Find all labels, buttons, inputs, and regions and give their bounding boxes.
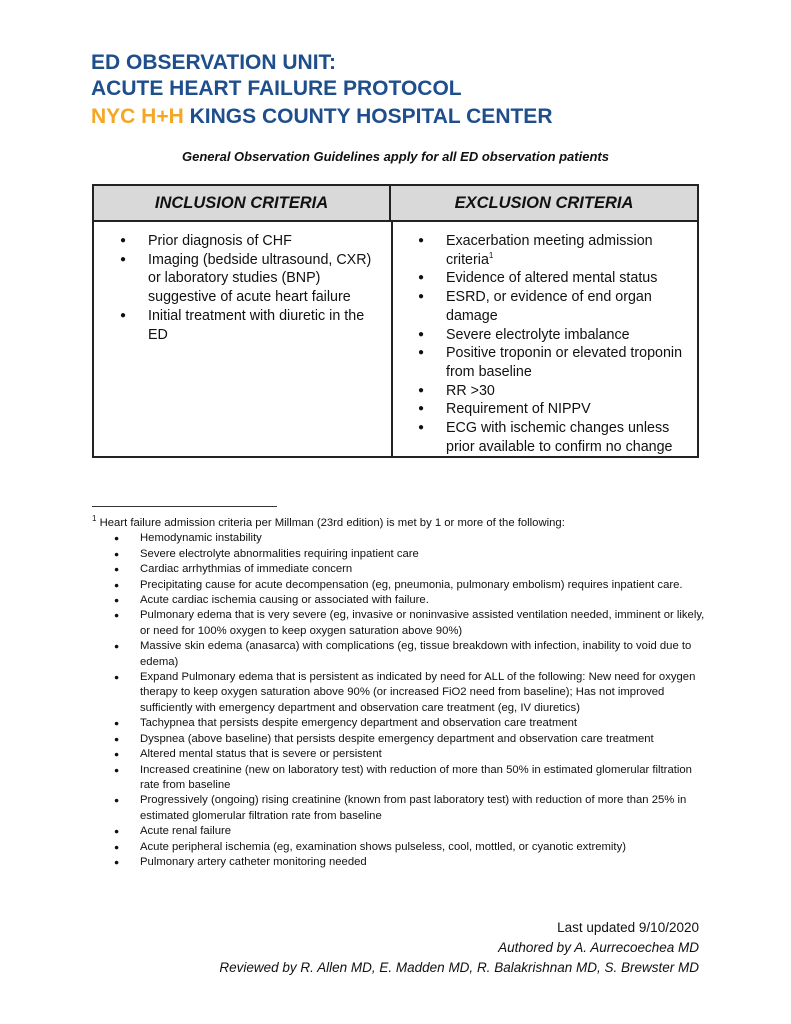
- footnote-item: ● Increased creatinine (new on laboratory test) with reduction of more than 50% in estimated glomerular filtration rate from baseline: [92, 763, 712, 794]
- inclusion-column: [108, 232, 384, 344]
- footnote-marker: 1: [92, 514, 97, 524]
- last-updated: Last updated 9/10/2020: [557, 920, 699, 935]
- footnote-item: ● Tachypnea that persists despite emergency department and observation care treatment: [92, 716, 712, 731]
- footnote-item: ● Dyspnea (above baseline) that persists despite emergency department and observation care treatment: [92, 732, 712, 747]
- footnote-item: ● Massive skin edema (anasarca) with complications (eg, tissue breakdown with infection, inability to void due to edema): [92, 639, 712, 670]
- footnote: [92, 516, 712, 870]
- footnote-item: ● Acute peripheral ischemia (eg, examination shows pulseless, cool, mottled, or cyanotic extremity): [92, 840, 712, 855]
- footnote-list: [92, 531, 712, 870]
- footnote-item: ● Cardiac arrhythmias of immediate concern: [92, 562, 712, 577]
- footnote-item: ● Precipitating cause for acute decompensation (eg, pneumonia, pulmonary embolism) requires inpatient care.: [92, 578, 712, 593]
- exclusion-item: [406, 232, 696, 269]
- org-name: NYC H+H: [91, 105, 184, 128]
- authored-by: Authored by A. Aurrecoechea MD: [498, 940, 699, 955]
- exclusion-list: [406, 232, 696, 456]
- footnote-item: ● Severe electrolyte abnormalities requiring inpatient care: [92, 547, 712, 562]
- inclusion-header: INCLUSION CRITERIA: [94, 186, 391, 222]
- footnote-item: ● Expand Pulmonary edema that is persistent as indicated by need for ALL of the following: New need for oxygen therapy to keep oxygen saturation above 90% (or increased FiO2 need from baseline); Has not improved sufficiently with emergency department and observation care treatment (eg, IV diuretics): [92, 670, 712, 716]
- credits: [219, 918, 699, 978]
- footnote-item: ● Acute renal failure: [92, 824, 712, 839]
- document-title-line-1: ED OBSERVATION UNIT:: [91, 51, 337, 74]
- reviewed-by: Reviewed by R. Allen MD, E. Madden MD, R. Balakrishnan MD, S. Brewster MD: [219, 960, 699, 975]
- exclusion-column: [406, 232, 696, 456]
- footnote-item: ● Hemodynamic instability: [92, 531, 712, 546]
- footnote-intro: [92, 516, 712, 531]
- inclusion-item: ● Initial treatment with diuretic in the ED: [108, 307, 384, 344]
- exclusion-item: ● ESRD, or evidence of end organ damage: [406, 288, 696, 325]
- exclusion-item-text: Exacerbation meeting admission criteria: [446, 233, 653, 268]
- hospital-name: KINGS COUNTY HOSPITAL CENTER: [183, 105, 553, 128]
- footnote-intro-text: Heart failure admission criteria per Millman (23rd edition) is met by 1 or more of the following:: [96, 517, 565, 529]
- exclusion-item: ● Positive troponin or elevated troponin from baseline: [406, 344, 696, 381]
- exclusion-item: ● Severe electrolyte imbalance: [406, 326, 696, 345]
- footnote-item: ● Pulmonary edema that is very severe (eg, invasive or noninvasive assisted ventilation needed, imminent or likely, or need for 100% oxygen to keep oxygen saturation above 90%): [92, 608, 712, 639]
- exclusion-item: ● ECG with ischemic changes unless prior available to confirm no change: [406, 419, 696, 456]
- footnote-item: ● Altered mental status that is severe or persistent: [92, 747, 712, 762]
- subtitle: General Observation Guidelines apply for all ED observation patients: [182, 149, 609, 164]
- footnote-item: ● Pulmonary artery catheter monitoring needed: [92, 855, 712, 870]
- inclusion-item: ● Imaging (bedside ultrasound, CXR) or laboratory studies (BNP) suggestive of acute heart failure: [108, 251, 384, 307]
- document-title-line-2: ACUTE HEART FAILURE PROTOCOL: [91, 77, 462, 100]
- exclusion-item: ● Evidence of altered mental status: [406, 269, 696, 288]
- inclusion-item: ● Prior diagnosis of CHF: [108, 232, 384, 251]
- inclusion-list: [108, 232, 384, 344]
- exclusion-header: EXCLUSION CRITERIA: [391, 186, 697, 222]
- exclusion-item: ● Requirement of NIPPV: [406, 400, 696, 419]
- footnote-item: ● Acute cardiac ischemia causing or associated with failure.: [92, 593, 712, 608]
- criteria-table: [92, 184, 699, 458]
- column-divider: [391, 222, 393, 456]
- exclusion-item: ● RR >30: [406, 382, 696, 401]
- footnote-item: ● Progressively (ongoing) rising creatinine (known from past laboratory test) with reduction of more than 25% in estimated glomerular filtration rate from baseline: [92, 793, 712, 824]
- document-title-line-3: [91, 104, 552, 130]
- footnote-reference: 1: [488, 250, 494, 260]
- footnote-separator: [92, 506, 277, 507]
